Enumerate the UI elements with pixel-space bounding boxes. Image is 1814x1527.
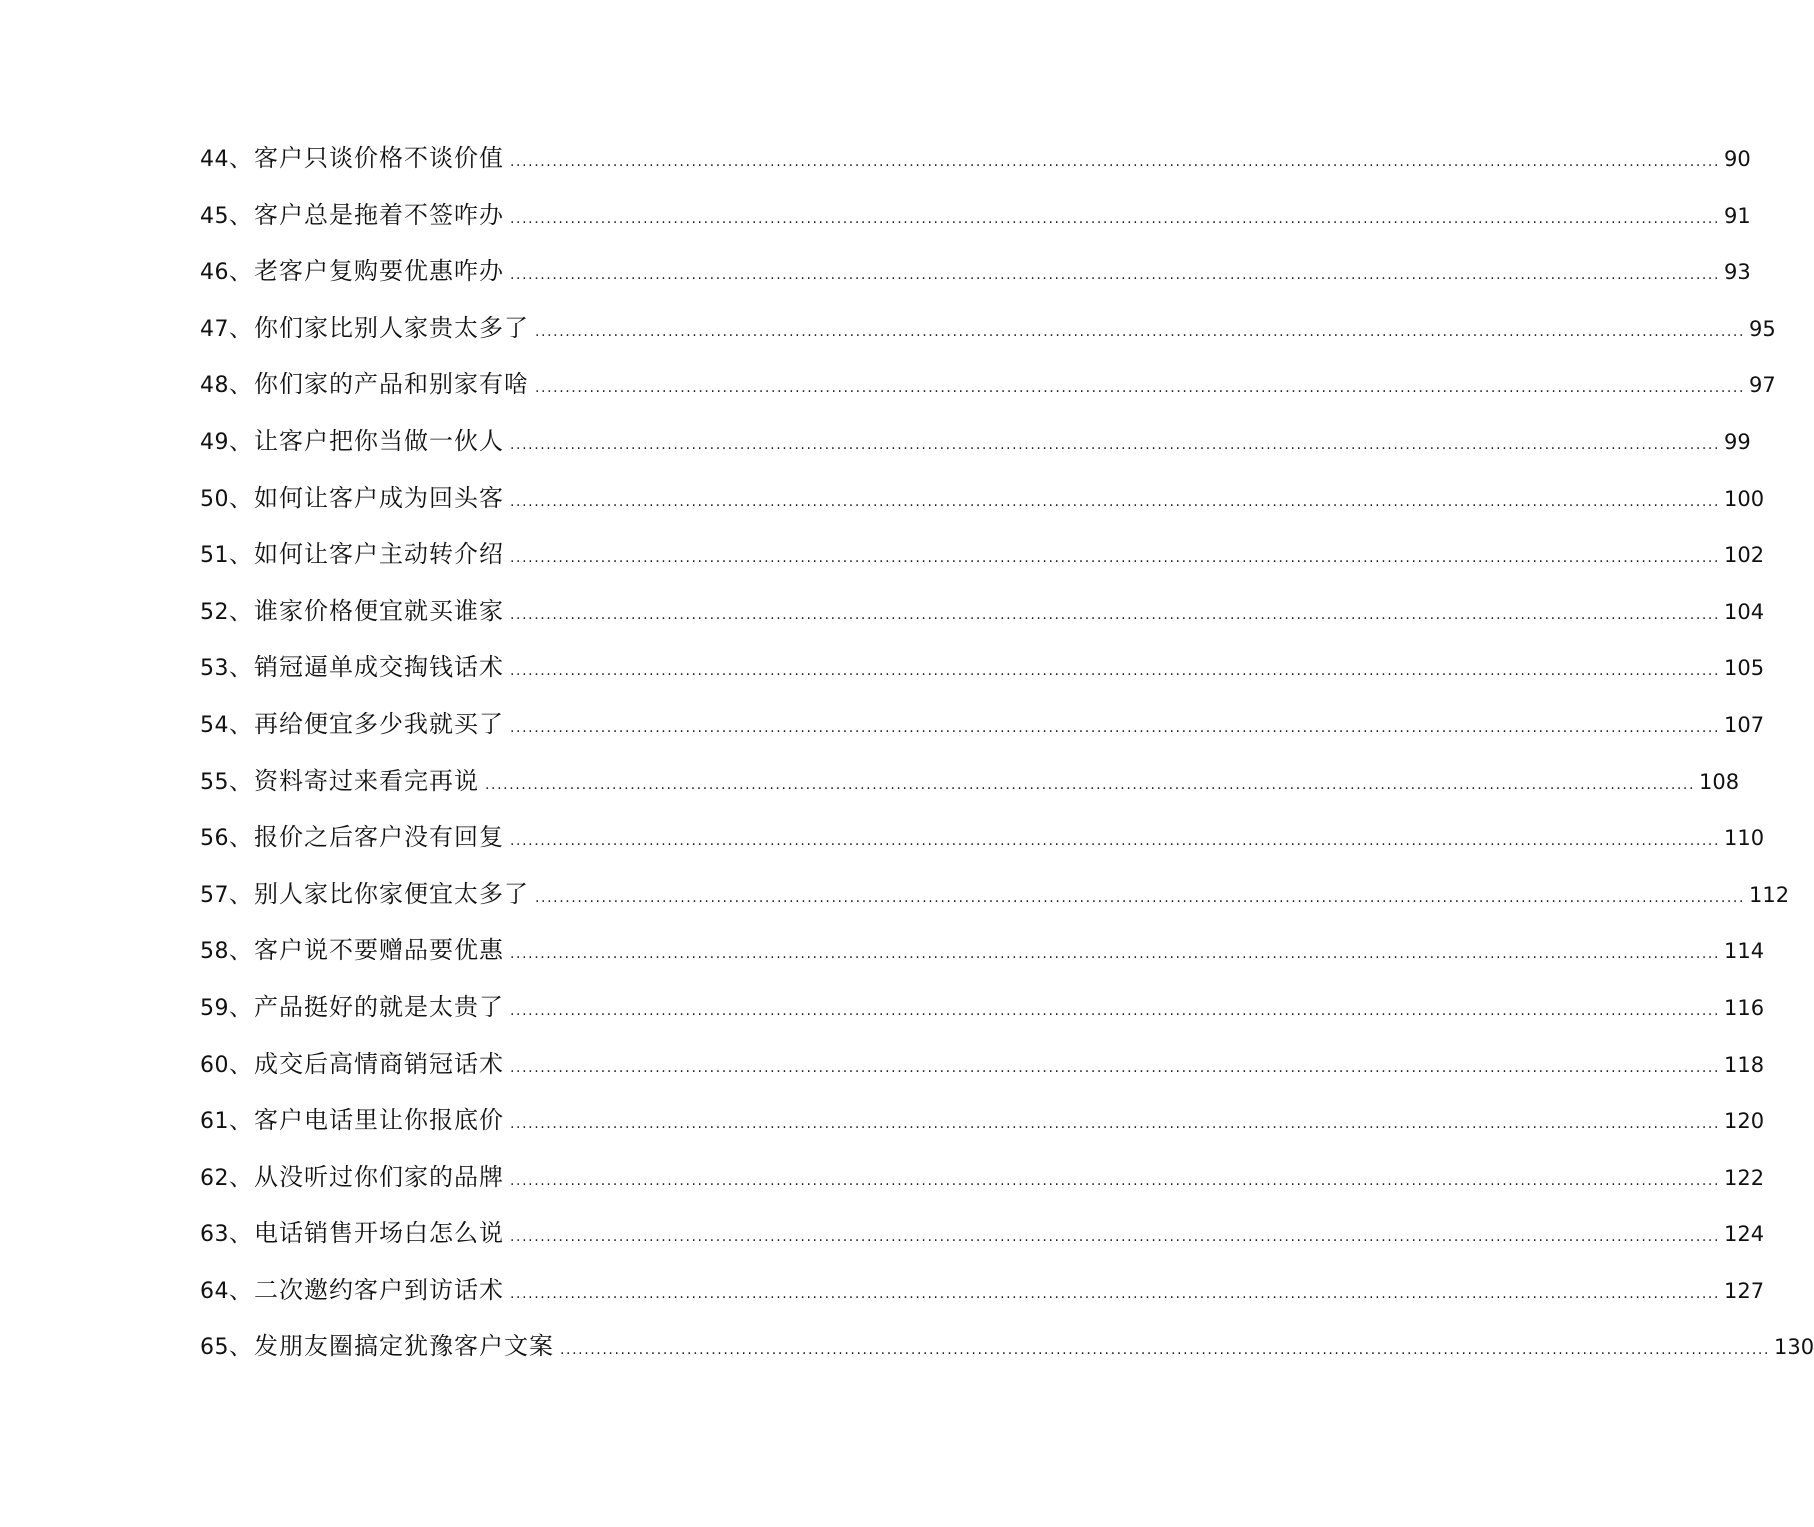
toc-entry-leader-dots: ........................................................................................................................................................................................................ [510, 1116, 1721, 1133]
toc-entry-leader-dots: ........................................................................................................................................................................................................ [510, 1229, 1721, 1246]
toc-entry-page-number: 95 [1749, 316, 1776, 341]
toc-entry-title: 销冠逼单成交掏钱话术 [254, 653, 504, 682]
toc-entry-leader-dots: ........................................................................................................................................................................................................ [510, 946, 1721, 963]
toc-entry-number: 61 [200, 1109, 229, 1135]
toc-entry-leader-dots: ........................................................................................................................................................................................................ [535, 380, 1746, 397]
toc-entry-number: 48 [200, 373, 229, 399]
toc-entry-leader-dots: ........................................................................................................................................................................................................ [535, 323, 1746, 340]
toc-entry-number: 46 [200, 260, 229, 286]
toc-entry-page-number: 91 [1724, 203, 1751, 228]
toc-entry-title: 谁家价格便宜就买谁家 [254, 596, 504, 625]
toc-entry-separator: 、 [229, 315, 252, 342]
toc-entry-number: 50 [200, 486, 229, 512]
toc-entry-separator: 、 [229, 372, 252, 399]
toc-entry[interactable] [200, 753, 1740, 810]
toc-entry-page-number: 108 [1699, 769, 1740, 794]
toc-entry-page-number: 116 [1724, 995, 1765, 1020]
toc-entry-page-number: 107 [1724, 712, 1765, 737]
toc-entry-title: 从没听过你们家的品牌 [254, 1162, 504, 1191]
toc-entry-separator: 、 [229, 598, 252, 625]
toc-entry[interactable] [200, 526, 1765, 583]
toc-entry[interactable] [200, 696, 1765, 753]
toc-entry-leader-dots: ........................................................................................................................................................................................................ [535, 889, 1746, 906]
toc-entry-page-number: 122 [1724, 1165, 1765, 1190]
toc-entry-leader-dots: ........................................................................................................................................................................................................ [510, 210, 1721, 227]
toc-entry[interactable] [200, 866, 1790, 923]
toc-entry-title: 再给便宜多少我就买了 [254, 709, 504, 738]
toc-entry-page-number: 90 [1724, 147, 1751, 171]
toc-entry-leader-dots: ........................................................................................................................................................................................................ [510, 267, 1721, 284]
toc-entry-number: 51 [200, 543, 229, 569]
toc-entry-number: 53 [200, 656, 229, 682]
toc-entry-title: 成交后高情商销冠话术 [254, 1049, 504, 1078]
toc-entry-title: 如何让客户成为回头客 [254, 483, 504, 512]
toc-entry-title: 让客户把你当做一伙人 [254, 426, 504, 455]
toc-entry-number: 63 [200, 1222, 229, 1248]
toc-entry-separator: 、 [229, 768, 252, 795]
toc-entry[interactable] [200, 922, 1765, 979]
toc-entry[interactable] [200, 187, 1751, 244]
toc-entry-title: 报价之后客户没有回复 [254, 823, 504, 852]
toc-entry-leader-dots: ........................................................................................................................................................................................................ [510, 1172, 1721, 1189]
toc-entry-number: 57 [200, 882, 229, 908]
toc-entry-separator: 、 [229, 1221, 252, 1248]
toc-entry-leader-dots: ........................................................................................................................................................................................................ [510, 1002, 1721, 1019]
toc-entry-page-number: 99 [1724, 429, 1751, 454]
toc-entry-separator: 、 [229, 711, 252, 738]
toc-entry-title: 老客户复购要优惠咋办 [254, 257, 504, 286]
toc-entry[interactable] [200, 300, 1776, 357]
toc-entry[interactable] [200, 979, 1765, 1036]
toc-entry-separator: 、 [229, 994, 252, 1021]
toc-entry-leader-dots: ........................................................................................................................................................................................................ [510, 663, 1721, 680]
toc-entry-title: 你们家的产品和别家有啥 [254, 370, 529, 399]
toc-entry-title: 发朋友圈搞定犹豫客户文案 [254, 1332, 554, 1361]
toc-entry-page-number: 105 [1724, 656, 1765, 681]
toc-entry-number: 60 [200, 1052, 229, 1078]
toc-entry-leader-dots: ........................................................................................................................................................................................................ [510, 493, 1721, 510]
toc-entry[interactable] [200, 639, 1765, 696]
toc-entry-separator: 、 [229, 1277, 252, 1304]
toc-entry-title: 别人家比你家便宜太多了 [254, 879, 529, 908]
toc-entry[interactable] [200, 1092, 1765, 1149]
toc-entry-separator: 、 [229, 655, 252, 682]
toc-entry-page-number: 112 [1749, 882, 1790, 907]
toc-entry[interactable] [200, 583, 1765, 640]
toc-entry[interactable] [200, 1036, 1765, 1093]
toc-entry[interactable] [200, 1318, 1814, 1375]
toc-entry-separator: 、 [229, 1108, 252, 1135]
toc-entry-leader-dots: ........................................................................................................................................................................................................ [510, 1285, 1721, 1302]
toc-entry[interactable] [200, 1149, 1765, 1206]
toc-entry-leader-dots: ........................................................................................................................................................................................................ [510, 1059, 1721, 1076]
toc-entry-number: 56 [200, 826, 229, 852]
toc-entry[interactable] [200, 243, 1751, 300]
toc-entry-separator: 、 [229, 542, 252, 569]
toc-entry-title: 二次邀约客户到访话术 [254, 1275, 504, 1304]
toc-entry-title: 如何让客户主动转介绍 [254, 540, 504, 569]
toc-entry-separator: 、 [229, 259, 252, 286]
toc-entry-page-number: 104 [1724, 599, 1765, 624]
toc-entry[interactable] [200, 130, 1751, 187]
toc-entry-number: 58 [200, 939, 229, 965]
toc-entry-title: 产品挺好的就是太贵了 [254, 992, 504, 1021]
toc-entry-page-number: 102 [1724, 543, 1765, 568]
toc-entry-separator: 、 [229, 938, 252, 965]
toc-entry-number: 65 [200, 1335, 229, 1361]
toc-entry-title: 资料寄过来看完再说 [254, 766, 479, 795]
toc-entry-number: 55 [200, 769, 229, 795]
toc-entry-leader-dots: ........................................................................................................................................................................................................ [560, 1342, 1771, 1359]
toc-entry-number: 62 [200, 1165, 229, 1191]
toc-entry-page-number: 97 [1749, 373, 1776, 398]
toc-entry-page-number: 114 [1724, 939, 1765, 964]
toc-entry-title: 客户只谈价格不谈价值 [254, 144, 504, 172]
toc-entry[interactable] [200, 470, 1765, 527]
toc-entry-leader-dots: ........................................................................................................................................................................................................ [510, 436, 1721, 453]
toc-entry-separator: 、 [229, 146, 252, 172]
toc-entry-number: 47 [200, 316, 229, 342]
toc-entry-title: 客户总是拖着不签咋办 [254, 200, 504, 229]
toc-entry-separator: 、 [229, 881, 252, 908]
toc-entry-leader-dots: ........................................................................................................................................................................................................ [510, 606, 1721, 623]
toc-entry-title: 你们家比别人家贵太多了 [254, 313, 529, 342]
toc-entry-leader-dots: ........................................................................................................................................................................................................ [510, 154, 1721, 170]
toc-entry-page-number: 124 [1724, 1222, 1765, 1247]
toc-entry-page-number: 100 [1724, 486, 1765, 511]
toc-entry-number: 45 [200, 203, 229, 229]
toc-entry-number: 52 [200, 599, 229, 625]
toc-entry-page-number: 130 [1774, 1335, 1814, 1360]
toc-entry-leader-dots: ........................................................................................................................................................................................................ [510, 833, 1721, 850]
toc-entry-separator: 、 [229, 428, 252, 455]
toc-entry-page-number: 93 [1724, 260, 1751, 285]
toc-entry-leader-dots: ........................................................................................................................................................................................................ [485, 776, 1696, 793]
toc-entry-number: 44 [200, 147, 229, 172]
toc-entry-separator: 、 [229, 1164, 252, 1191]
toc-entry-page-number: 118 [1724, 1052, 1765, 1077]
toc-entry-number: 64 [200, 1278, 229, 1304]
toc-entry[interactable] [200, 809, 1765, 866]
toc-entry-leader-dots: ........................................................................................................................................................................................................ [510, 550, 1721, 567]
toc-entry[interactable] [200, 356, 1776, 413]
toc-entry-separator: 、 [229, 825, 252, 852]
toc-entry[interactable] [200, 413, 1751, 470]
toc-entry-title: 电话销售开场白怎么说 [254, 1219, 504, 1248]
toc-entry-page-number: 120 [1724, 1109, 1765, 1134]
toc-entry-leader-dots: ........................................................................................................................................................................................................ [510, 719, 1721, 736]
table-of-contents [200, 130, 1814, 1375]
toc-entry-separator: 、 [229, 485, 252, 512]
toc-entry-separator: 、 [229, 202, 252, 229]
toc-entry-title: 客户电话里让你报底价 [254, 1106, 504, 1135]
toc-entry-page-number: 110 [1724, 826, 1765, 851]
toc-entry-separator: 、 [229, 1334, 252, 1361]
toc-entry[interactable] [200, 1205, 1765, 1262]
toc-entry[interactable] [200, 1262, 1765, 1319]
toc-entry-page-number: 127 [1724, 1278, 1765, 1303]
toc-entry-number: 59 [200, 995, 229, 1021]
toc-entry-separator: 、 [229, 1051, 252, 1078]
toc-entry-title: 客户说不要赠品要优惠 [254, 936, 504, 965]
toc-entry-number: 49 [200, 429, 229, 455]
toc-entry-number: 54 [200, 712, 229, 738]
